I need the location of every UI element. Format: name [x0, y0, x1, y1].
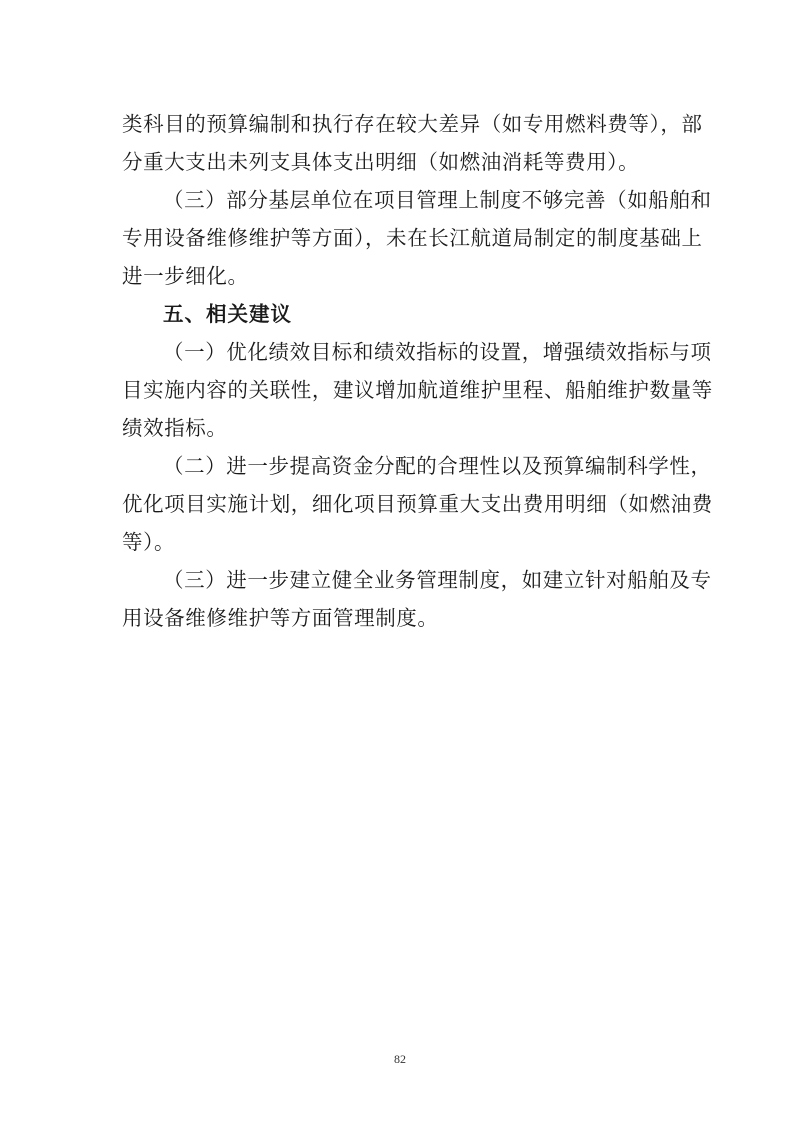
paragraph-line: 优化项目实施计划，细化项目预算重大支出费用明细（如燃油费: [122, 492, 713, 516]
paragraph-line: 目实施内容的关联性，建议增加航道维护里程、船舶维护数量等: [122, 378, 713, 402]
paragraph-line: （三）进一步建立健全业务管理制度，如建立针对船舶及专: [163, 568, 712, 592]
paragraph-line: 进一步细化。: [122, 264, 249, 288]
paragraph-line: 等）。: [122, 530, 176, 554]
paragraph-line: （二）进一步提高资金分配的合理性以及预算编制科学性，: [163, 454, 712, 478]
paragraph-line: 类科目的预算编制和执行存在较大差异（如专用燃料费等），部: [122, 112, 703, 136]
paragraph-line: （一）优化绩效目标和绩效指标的设置，增强绩效指标与项: [163, 340, 712, 364]
paragraph-line: 绩效指标。: [122, 416, 228, 440]
paragraph-line: 用设备维修维护等方面管理制度。: [122, 606, 439, 630]
paragraph-line: 专用设备维修维护等方面），未在长江航道局制定的制度基础上: [122, 226, 703, 250]
page-number: 82: [394, 1052, 406, 1066]
paragraph-line: （三）部分基层单位在项目管理上制度不够完善（如船舶和: [163, 188, 712, 212]
section-heading: 五、相关建议: [163, 302, 292, 326]
paragraph-line: 分重大支出未列支具体支出明细（如燃油消耗等费用）。: [122, 150, 640, 174]
